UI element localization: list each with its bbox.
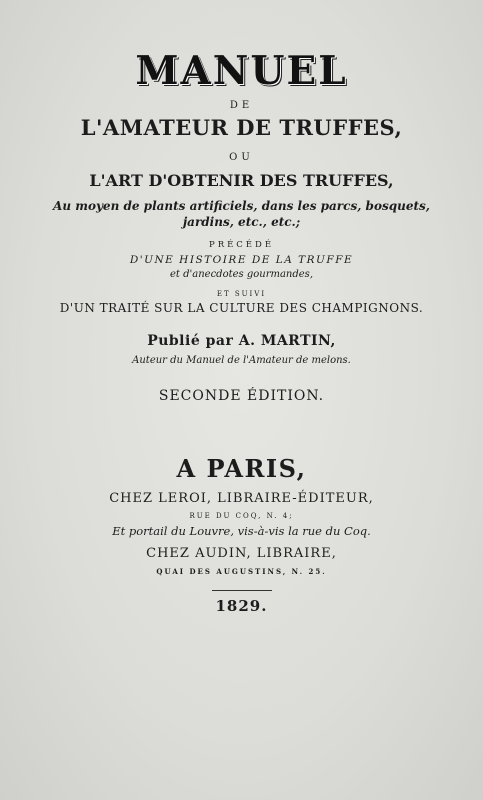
title-connector-ou: OU — [229, 152, 254, 163]
preface-precede: PRÉCÉDÉ — [208, 240, 275, 250]
title-page-content — [0, 44, 483, 615]
year-divider — [212, 590, 272, 591]
author-credentials: Auteur du Manuel de l'Amateur de melons. — [132, 355, 351, 366]
book-title: MANUEL — [135, 48, 348, 94]
imprint-year: 1829. — [215, 597, 268, 615]
imprint-publisher-2: CHEZ AUDIN, LIBRAIRE, — [146, 546, 337, 561]
title-connector-de: DE — [229, 100, 254, 111]
edition-label: SECONDE ÉDITION. — [158, 388, 325, 404]
alternate-title: L'ART D'OBTENIR DES TRUFFES, — [89, 171, 394, 190]
preface-anecdotes: et d'anecdotes gourmandes, — [169, 269, 313, 280]
description-line-1: Au moyen de plants artificiels, dans les parcs, bosquets, — [53, 199, 430, 213]
imprint-address-1: RUE DU COQ, N. 4; — [189, 512, 294, 520]
preface-et-suivi: ET SUIVI — [216, 290, 267, 298]
imprint-city: A PARIS, — [176, 454, 307, 483]
preface-histoire: D'UNE HISTOIRE DE LA TRUFFE — [129, 254, 354, 266]
imprint-publisher-1: CHEZ LEROI, LIBRAIRE-ÉDITEUR, — [109, 491, 374, 506]
author-published-by: Publié par A. MARTIN, — [147, 333, 336, 349]
imprint-address-1b: Et portail du Louvre, vis-à-vis la rue du Coq. — [112, 524, 371, 538]
description-line-2: jardins, etc., etc.; — [182, 215, 301, 229]
book-subject: L'AMATEUR DE TRUFFES, — [80, 115, 403, 140]
imprint-address-2: QUAI DES AUGUSTINS, N. 25. — [156, 567, 327, 576]
preface-traite: D'UN TRAITÉ SUR LA CULTURE DES CHAMPIGNONS. — [59, 301, 424, 315]
